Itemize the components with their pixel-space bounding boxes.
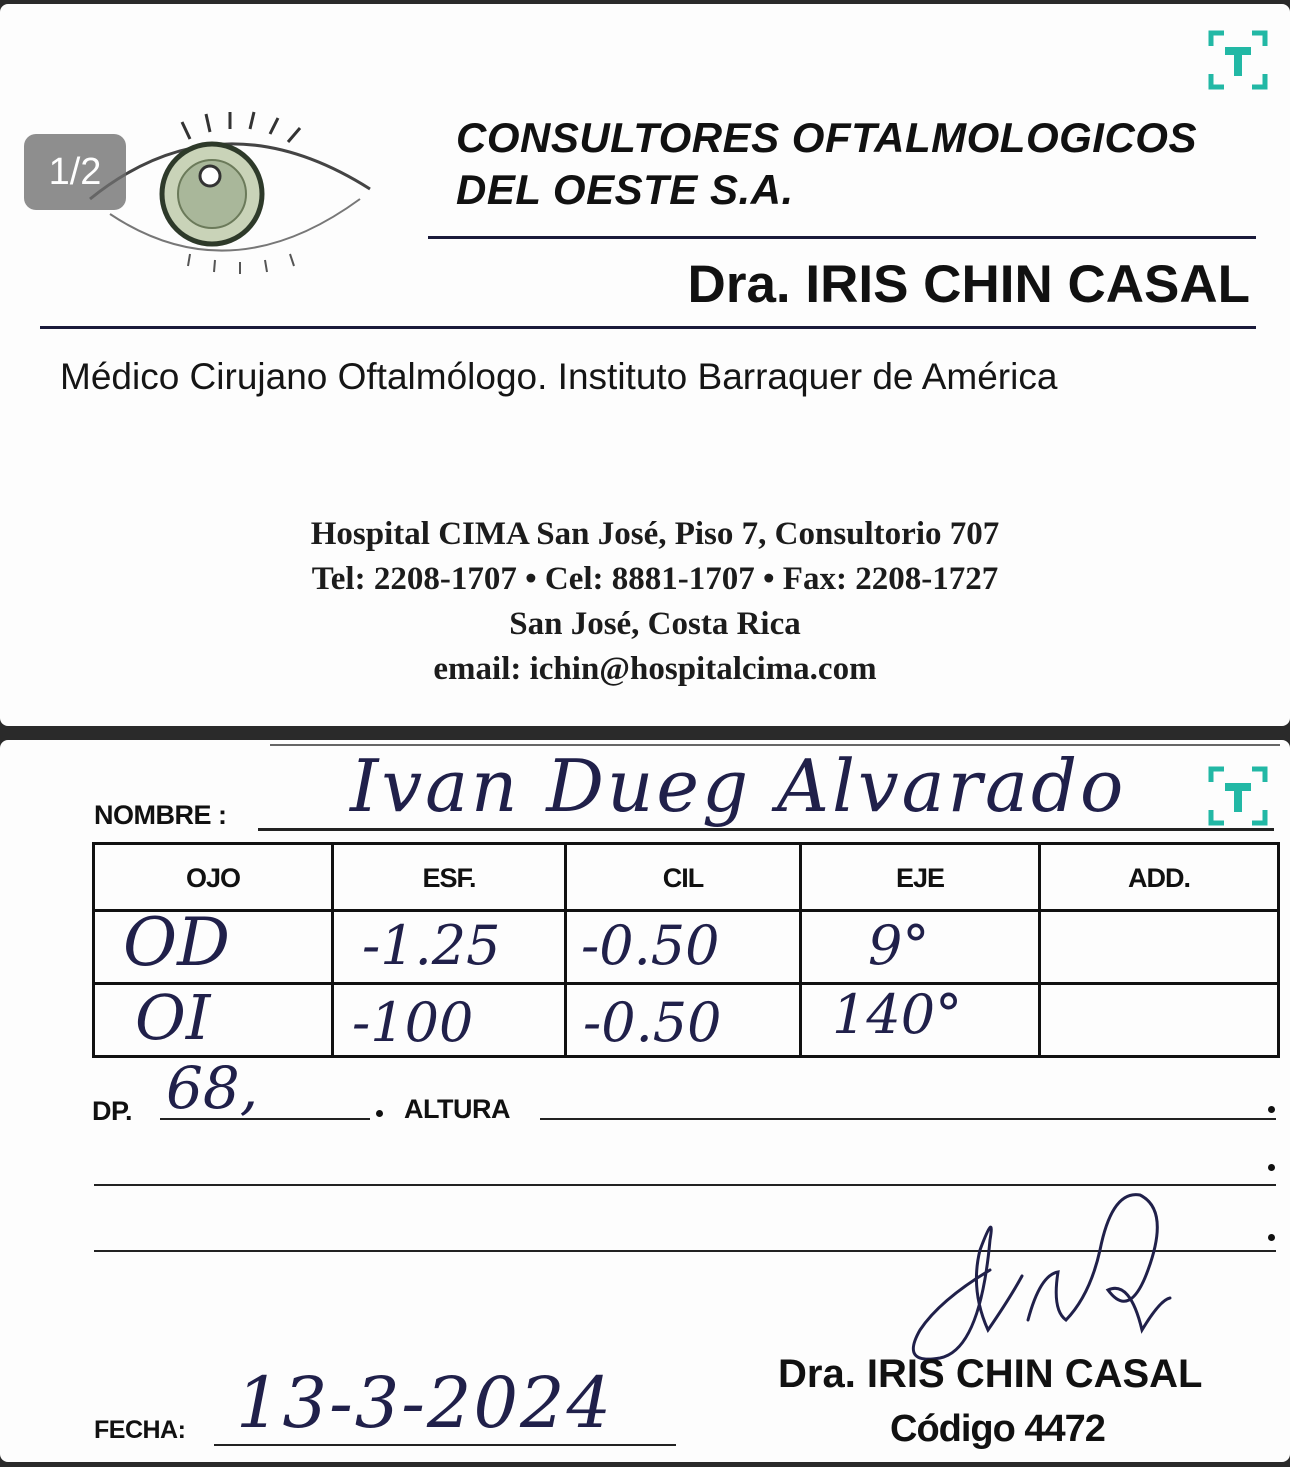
dp-value: 68, bbox=[166, 1054, 259, 1122]
address-line: Hospital CIMA San José, Piso 7, Consultorio 707 bbox=[310, 516, 1000, 552]
text-recognition-icon[interactable] bbox=[1208, 766, 1268, 826]
city-line: San José, Costa Rica bbox=[509, 606, 801, 642]
prescription-card-back bbox=[0, 740, 1290, 1462]
nombre-line bbox=[258, 828, 1274, 831]
dp-label: DP. bbox=[92, 1096, 133, 1126]
signature bbox=[880, 1180, 1200, 1380]
nombre-label: NOMBRE : bbox=[94, 800, 227, 830]
business-card-front bbox=[0, 4, 1290, 726]
line-end-dot bbox=[1268, 1106, 1275, 1113]
cil-cell: -0.50 bbox=[583, 991, 722, 1054]
fecha-line bbox=[214, 1444, 676, 1446]
column-header: OJO bbox=[94, 844, 333, 911]
esf-cell: -100 bbox=[352, 991, 474, 1054]
column-header: ESF. bbox=[333, 844, 566, 911]
specialty: Médico Cirujano Oftalmólogo. Instituto Barraquer de América bbox=[60, 356, 1058, 397]
line-end-dot bbox=[1268, 1234, 1275, 1241]
contact-block bbox=[0, 512, 1290, 692]
table-row bbox=[94, 984, 1279, 1057]
fecha-label: FECHA: bbox=[94, 1416, 186, 1444]
codigo: Código 4472 bbox=[890, 1408, 1105, 1450]
name-divider bbox=[40, 326, 1256, 329]
signature-name: Dra. IRIS CHIN CASAL bbox=[778, 1352, 1203, 1396]
column-header: EJE bbox=[801, 844, 1040, 911]
prescription-table bbox=[92, 842, 1280, 1058]
page-indicator: 1/2 bbox=[24, 134, 126, 210]
line-end-dot bbox=[1268, 1164, 1275, 1171]
column-header: CIL bbox=[566, 844, 801, 911]
cil-cell: -0.50 bbox=[581, 914, 720, 977]
email-line: email: ichin@hospitalcima.com bbox=[433, 651, 877, 687]
esf-cell: -1.25 bbox=[362, 914, 501, 977]
eje-cell: 140° bbox=[832, 983, 963, 1046]
company-name: CONSULTORES OFTALMOLOGICOS DEL OESTE S.A. bbox=[456, 114, 1197, 213]
altura-line bbox=[540, 1118, 1276, 1120]
eje-cell: 9° bbox=[868, 914, 930, 977]
fecha-value: 13-3-2024 bbox=[236, 1362, 614, 1444]
separator-dot bbox=[376, 1110, 383, 1117]
header-divider bbox=[428, 236, 1256, 239]
patient-name: Ivan Dueg Alvarado bbox=[350, 744, 1127, 828]
altura-label: ALTURA bbox=[404, 1094, 510, 1124]
text-recognition-icon[interactable] bbox=[1208, 30, 1268, 90]
doctor-name: Dra. IRIS CHIN CASAL bbox=[687, 255, 1250, 314]
table-row bbox=[94, 911, 1279, 984]
phone-line: Tel: 2208-1707 • Cel: 8881-1707 • Fax: 2208-1727 bbox=[311, 561, 999, 597]
column-header: ADD. bbox=[1040, 844, 1279, 911]
eye-cell: OI bbox=[135, 981, 211, 1054]
eye-cell: OD bbox=[123, 904, 231, 981]
